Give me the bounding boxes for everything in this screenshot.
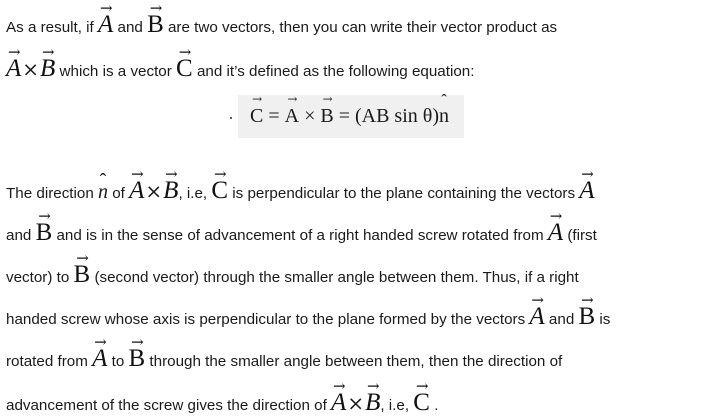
cross-operator: ×: [347, 391, 365, 415]
vector-b: → B: [147, 12, 164, 37]
equation-box: [228, 95, 464, 138]
text: is perpendicular to the plane containing the vectors: [228, 185, 580, 202]
eq-equals: =: [263, 105, 285, 127]
vector-b: → B: [36, 220, 53, 245]
eq-cross: ×: [299, 105, 321, 127]
vector-b: → B: [163, 178, 178, 203]
text: The direction: [6, 185, 99, 202]
eq-vector-c: → C: [250, 95, 263, 138]
vector-a: → A: [579, 178, 594, 203]
text: (first: [563, 227, 597, 244]
text: handed screw whose axis is perpendicular to the plane formed by the vectors: [6, 311, 530, 328]
text: , i.e,: [380, 397, 414, 414]
text: rotated from: [6, 353, 93, 370]
para2-line6: [6, 390, 438, 416]
eq-rhs: = (AB sin θ): [333, 105, 440, 127]
text: (second vector) through the smaller angle between them. Thus, if a right: [90, 269, 579, 286]
vector-a: → A: [331, 390, 346, 415]
text: and: [6, 227, 36, 244]
text: .: [429, 397, 439, 414]
text: and is in the sense of advancement of a right handed screw rotated from: [52, 227, 548, 244]
para2-line1: [6, 178, 595, 204]
vector-a: → A: [98, 12, 113, 37]
equation-text: [250, 95, 449, 138]
text: through the smaller angle between them, then the direction of: [145, 353, 563, 370]
text: to: [107, 353, 129, 370]
text: and it’s defined as the following equation:: [192, 63, 475, 80]
text: As a result, if: [6, 19, 99, 36]
text: and: [113, 19, 148, 36]
para1-line2: [6, 56, 474, 82]
equation-lead-dot: ·: [228, 108, 234, 128]
vector-a: → A: [548, 220, 563, 245]
text: vector) to: [6, 269, 74, 286]
eq-vector-b: → B: [320, 95, 333, 138]
vector-b: → B: [365, 390, 380, 415]
eq-vector-a: → A: [285, 95, 299, 138]
text: are two vectors, then you can write their vector product as: [163, 19, 558, 36]
vector-c: → C: [211, 178, 228, 203]
text: and: [544, 311, 579, 328]
vector-a: → A: [92, 346, 107, 371]
cross-operator: ×: [145, 179, 163, 203]
vector-c: → C: [176, 56, 193, 81]
para2-line3: [6, 262, 579, 288]
cross-operator: ×: [22, 57, 40, 81]
text: which is a vector: [55, 63, 177, 80]
vector-b: → B: [74, 262, 91, 287]
vector-a: → A: [6, 56, 21, 81]
para2-line2: [6, 220, 597, 246]
para1-line1: [6, 12, 557, 38]
eq-unit-vector-n: ˆ n: [439, 95, 449, 138]
vector-a: → A: [529, 304, 544, 329]
text: of: [108, 185, 130, 202]
vector-b: → B: [129, 346, 146, 371]
vector-b: → B: [40, 56, 55, 81]
vector-a: → A: [129, 178, 144, 203]
text: , i.e,: [178, 185, 212, 202]
vector-c: → C: [413, 390, 430, 415]
vector-b: → B: [578, 304, 595, 329]
para2-line5: [6, 346, 562, 372]
para2-line4: [6, 304, 610, 330]
text: is: [595, 311, 611, 328]
text: advancement of the screw gives the direction of: [6, 397, 332, 414]
unit-vector-n: ˆ n: [98, 182, 108, 202]
